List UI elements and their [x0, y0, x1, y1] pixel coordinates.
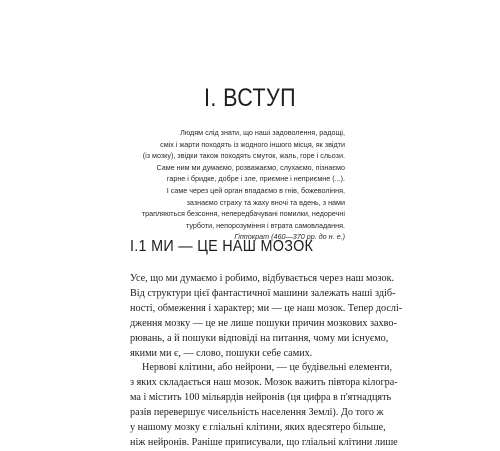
body-line: разів перевершує чисельність населення Землі). До того ж: [130, 407, 384, 419]
epigraph-line: зазнаємо страху та жаху вночі та вдень, з нами: [186, 197, 345, 207]
epigraph-line: Саме ним ми думаємо, розважаємо, слухаємо, пізнаємо: [156, 162, 345, 172]
chapter-title: I. ВСТУП: [203, 84, 297, 112]
body-line: Нервові клітини, або нейрони, — це будівельні елементи,: [142, 362, 393, 374]
epigraph-line: (із мозку), звідки також походять смуток, жаль, горе і сльози.: [142, 151, 345, 161]
epigraph-line: трапляються безсоння, непередбачувані помилки, недоречні: [141, 209, 345, 219]
body-line: Усе, що ми думаємо і робимо, відбувається через наш мозок.: [130, 273, 395, 284]
body-line: якими ми є, — слово, пошуки себе самих.: [130, 347, 313, 359]
body-text: [130, 272, 403, 451]
epigraph-line: сміх і жарти походять із жодного іншого місця, як звідти: [160, 139, 345, 149]
epigraph-line: Людям слід знати, що наші задоволення, радощі,: [180, 128, 345, 137]
body-line: з яких складається наш мозок. Мозок важить півтора кілогра-: [130, 377, 398, 389]
body-line: ніж нейронів. Раніше приписували, що гліальні клітини лише: [130, 436, 398, 448]
body-line: дження мозку — це не лише пошуки причин мозкових захво-: [130, 317, 397, 329]
epigraph-attribution: Гіппократ (460—370 рр. до н. е.): [234, 232, 345, 242]
body-line: у нашому мозку є гліальні клітини, яких вдесятеро більше,: [130, 422, 386, 434]
epigraph-line: гарне і бридке, добре і зле, приємне і неприємне (...).: [166, 174, 345, 184]
body-line: Від структури цієї фантастичної машини залежать наші здіб-: [130, 287, 396, 299]
body-line: ності, обмеження і характер; ми — це наш мозок. Тепер дослі-: [130, 302, 403, 314]
epigraph: [115, 127, 345, 243]
body-line: рювань, а й пошуки відповіді на питання, чому ми існуємо,: [130, 332, 389, 344]
section-title: I.1 МИ — ЦЕ НАШ МОЗОК: [130, 238, 314, 255]
epigraph-line: І саме через цей орган впадаємо в гнів, божевоління,: [166, 185, 345, 195]
epigraph-line: турботи, непорозуміння і втрата самовладання.: [186, 220, 345, 230]
body-line: ма і містить 100 мільярдів нейронів (ця цифра в п'ятнадцять: [130, 392, 392, 404]
